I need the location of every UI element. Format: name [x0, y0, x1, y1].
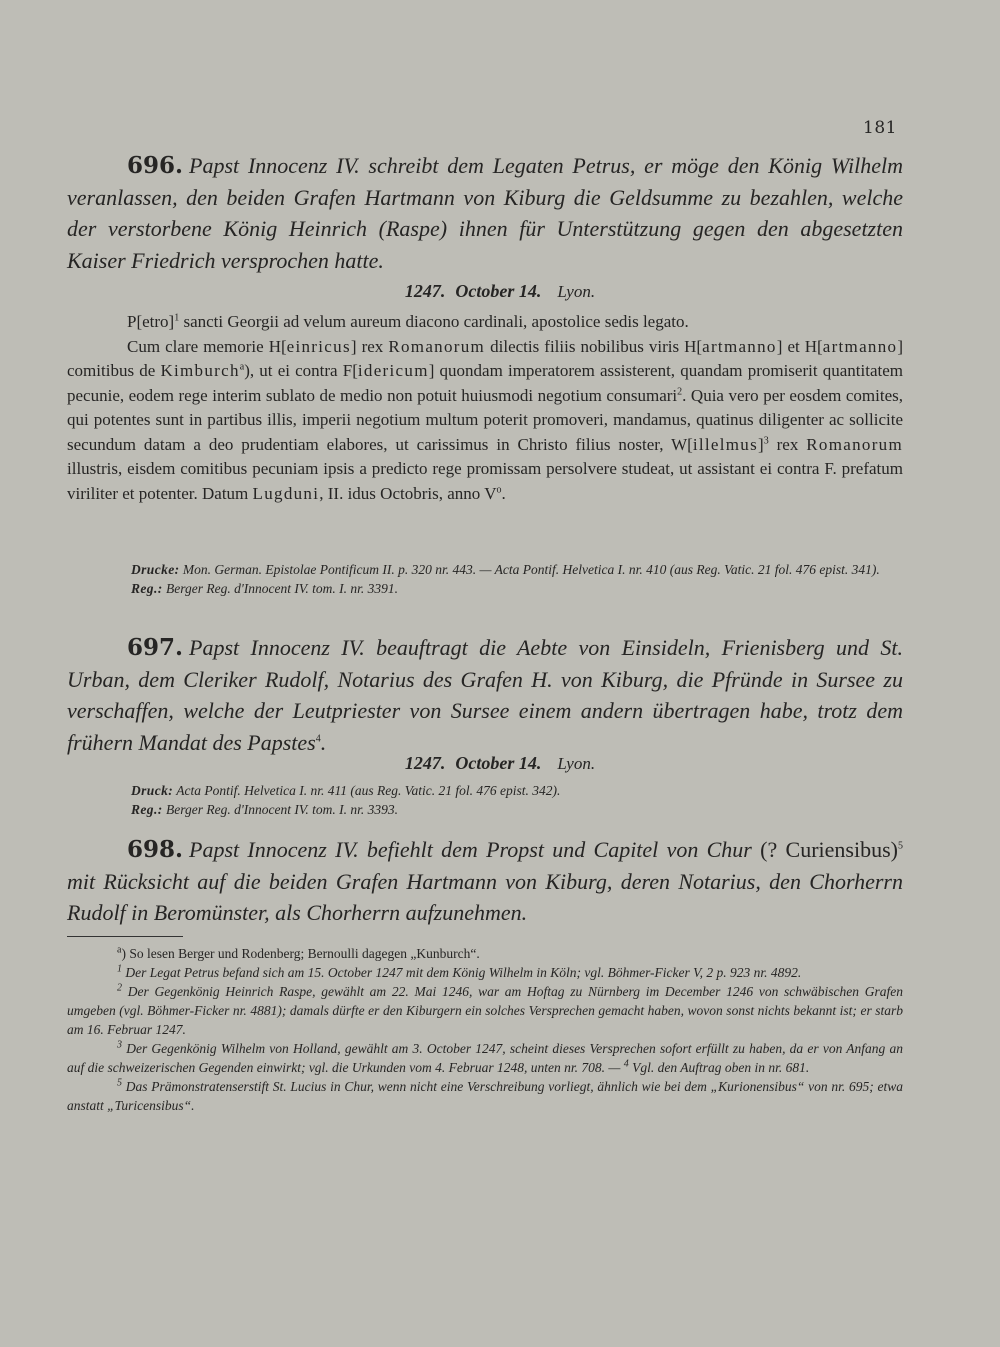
doc-696-place: Lyon.: [557, 282, 596, 301]
doc-697-summary-text: Papst Innocenz IV. beauftragt die Aebte von Einsideln, Frienisberg und St. Urban, dem Cleriker Rudolf, Notarius des Grafen H. von Kiburg, die Pfründe in Sursee zu verschaffen, welche der Leutpriester von Sursee einem andern übertragen habe, trotz dem frühern Mandat des Papstes: [67, 635, 903, 755]
doc-697-bibliography: [67, 782, 903, 819]
footnotes: [67, 944, 903, 1115]
footnote-3-4: $^3$ Der Gegenkönig Wilhelm von Holland, gewählt am 3. October 1247, scheint dieses Versprechen sofort erfüllt zu haben, da er von Anfang an auf die schweizerischen Gegenden einwirkt; vgl. die Urkunden vom 4. Februar 1248, unten nr. 708. — $^4$ Vgl. den Auftrag oben in nr. 681.: [67, 1039, 903, 1075]
doc-696-summary: [67, 150, 903, 276]
doc-697-reg: Reg.: Berger Reg. d'Innocent IV. tom. I. nr. 3393.: [131, 801, 398, 817]
doc-696-number: 696.: [127, 152, 184, 179]
footnote-2: $^2$ Der Gegenkönig Heinrich Raspe, gewählt am 22. Mai 1246, war am Hoftag zu Nürnberg im December 1246 von schwäbischen Grafen umgeben (vgl. Böhmer-Ficker nr. 4881); damals dürfte er den Kiburgern ein solches Versprechen gemacht haben, wovon sonst nichts bekannt ist; er starb am 16. Februar 1247.: [67, 982, 904, 1037]
doc-697-number: 697.: [127, 634, 184, 661]
doc-696-body: Cum clare memorie H[einricus] rex Romanorum dilectis filiis nobilibus viris H[artmanno] et H[artmanno] comitibus de Kimburch$^a$), ut ei contra F[idericum] quondam imperatorem assisterent, quandam promiserit quantitatem pecunie, eodem rege interim sublato de medio non potuit huiusmodi negotium consumari$^2$. Quia vero per eosdem comites, qui potentes sunt in partibus illis, imperii negotium multum poterit promoveri, mandamus, quatinus diligenter ac sollicite secundum datam a deo prudentiam elabores, ut carissimus in Christo filius noster, W[illelmus]$^3$ rex Romanorum illustris, eisdem comitibus pecuniam ipsis a predicto rege promissam persolvere studeat, ut assistant ei contra F. prefatum viriliter et potenter. Datum Lugduni, II. idus Octobris, anno $V^o$.: [67, 336, 904, 503]
doc-696-bibliography: [67, 561, 903, 598]
doc-697-place: Lyon.: [557, 754, 596, 773]
doc-696-summary-text: Papst Innocenz IV. schreibt dem Legaten Petrus, er möge den König Wilhelm veranlassen, den beiden Grafen Hartmann von Kiburg die Geldsumme zu bezahlen, welche der verstorbene König Heinrich (Raspe) ihnen für Unterstützung gegen den abgesetzten Kaiser Friedrich versprochen hatte.: [67, 153, 903, 273]
doc-697-date: [0, 753, 1000, 774]
doc-696-text: [67, 310, 903, 506]
doc-698-number: 698.: [127, 836, 184, 863]
doc-696-drucke: Drucke: Mon. German. Epistolae Pontificum II. p. 320 nr. 443. — Acta Pontif. Helvetica I. nr. 410 (aus Reg. Vatic. 21 fol. 476 epist. 341).: [131, 562, 880, 577]
doc-696-month: October 14.: [455, 281, 542, 301]
doc-696-date: [0, 281, 1000, 302]
footnote-a: $^a$) So lesen Berger und Rodenberg; Bernoulli dagegen „Kunburch“.: [117, 944, 480, 961]
doc-696-address: P[etro]$^1$ sancti Georgii ad velum aureum diacono cardinali, apostolice sedis legato.: [127, 312, 689, 331]
doc-697-summary: 697. Papst Innocenz IV. beauftragt die Aebte von Einsideln, Frienisberg und St. Urban, dem Cleriker Rudolf, Notarius des Grafen H. von Kiburg, die Pfründe in Sursee zu verschaffen, welche der Leutpriester von Sursee einem andern übertragen habe, trotz dem frühern Mandat des Papstes$^4$.: [67, 634, 903, 755]
footnote-5: $^5$ Das Prämonstratenserstift St. Lucius in Chur, wenn nicht eine Verschreibung vorliegt, ähnlich wie bei dem „Kurionensibus“ von nr. 695; etwa anstatt „Turicensibus“.: [67, 1077, 904, 1113]
doc-698-summary: 698. Papst Innocenz IV. befiehlt dem Propst und Capitel von Chur (? Curiensibus)$^5$ mit Rücksicht auf die beiden Grafen Hartmann von Kiburg, deren Notarius, den Chorherrn Rudolf in Beromünster, als Chorherrn aufzunehmen.: [67, 836, 903, 925]
doc-696-year: 1247.: [404, 281, 446, 301]
page-number: 181: [863, 118, 897, 138]
footnote-1: $^1$ Der Legat Petrus befand sich am 15. October 1247 mit dem König Wilhelm in Köln; vgl. Böhmer-Ficker V, 2 p. 923 nr. 4892.: [117, 963, 802, 980]
footnote-rule: [67, 936, 183, 937]
doc-697-year: 1247.: [404, 753, 446, 773]
doc-697-month: October 14.: [455, 753, 542, 773]
doc-696-reg: Reg.: Berger Reg. d'Innocent IV. tom. I. nr. 3391.: [131, 580, 398, 596]
doc-697-druck: Druck: Acta Pontif. Helvetica I. nr. 411 (aus Reg. Vatic. 21 fol. 476 epist. 342).: [131, 783, 561, 798]
